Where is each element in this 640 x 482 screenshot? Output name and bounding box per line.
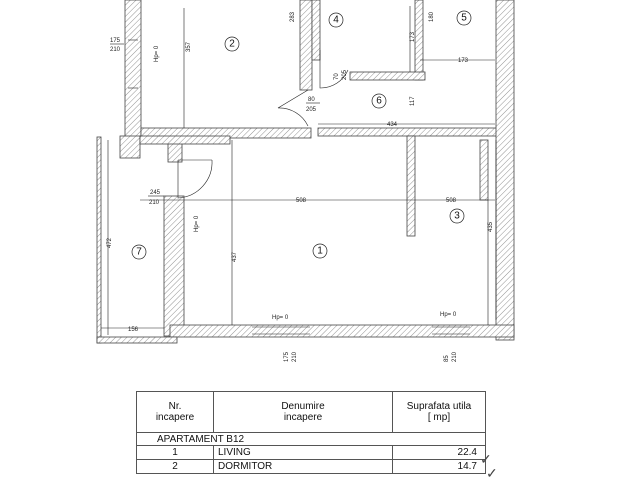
hp-label: Hp= 0 (272, 315, 289, 321)
dim-472: 472 (107, 237, 113, 248)
dim-156: 156 (128, 327, 139, 333)
hp-label: Hp= 0 (194, 215, 200, 232)
room-name: DORMITOR (214, 460, 393, 474)
hp-label: Hp= 0 (154, 45, 160, 62)
dim-173: 173 (410, 31, 416, 42)
dim-117: 117 (410, 96, 416, 106)
dim-283: 283 (290, 11, 296, 22)
dim-175: 175 (110, 38, 121, 44)
apartment-row (137, 433, 486, 446)
dim-70: 70 (334, 73, 340, 80)
dim-205: 205 (306, 107, 317, 113)
hp-label: Hp= 0 (440, 312, 457, 318)
dim-245: 245 (150, 190, 161, 196)
header-room-number: Nr. incapere (137, 392, 214, 433)
dim-508: 508 (446, 198, 457, 204)
room-number: 3 (454, 210, 460, 222)
header-room-name: Denumire incapere (214, 392, 393, 433)
dimension-lines (101, 6, 495, 335)
room-area: 22.4 (393, 446, 486, 460)
dim-210: 210 (110, 47, 121, 53)
room-area: 14.7 (393, 460, 486, 474)
room-number: 2 (229, 38, 235, 50)
room-nr: 2 (137, 460, 214, 474)
room-name: LIVING (214, 446, 393, 460)
dim-85: 85 (444, 355, 450, 362)
dim-205: 205 (342, 69, 348, 80)
checkmark-icon: ✓ (480, 451, 492, 467)
room-nr: 1 (137, 446, 214, 460)
dim-180: 180 (429, 11, 435, 22)
room-area-table (136, 391, 486, 474)
dim-508: 508 (296, 198, 307, 204)
dim-437: 437 (232, 251, 238, 262)
dim-173: 173 (458, 58, 469, 64)
header-useful-area: Suprafata utila [ mp] (393, 392, 486, 433)
dim-80: 80 (308, 97, 315, 103)
dim-435: 435 (488, 221, 494, 232)
dim-175: 175 (284, 351, 290, 362)
dim-210: 210 (452, 351, 458, 362)
room-number: 7 (136, 246, 142, 258)
dim-434: 434 (387, 122, 398, 128)
dim-210: 210 (149, 200, 160, 206)
room-number: 6 (376, 95, 382, 107)
apartment-label: APARTAMENT B12 (137, 433, 486, 446)
table-row (137, 460, 486, 474)
dim-210: 210 (292, 351, 298, 362)
table-header-row (137, 392, 486, 433)
table-row (137, 446, 486, 460)
room-number: 5 (461, 12, 467, 24)
dim-357: 357 (186, 41, 192, 52)
room-number: 4 (333, 14, 339, 26)
checkmark-icon: ✓ (486, 465, 498, 481)
room-number: 1 (317, 245, 323, 257)
